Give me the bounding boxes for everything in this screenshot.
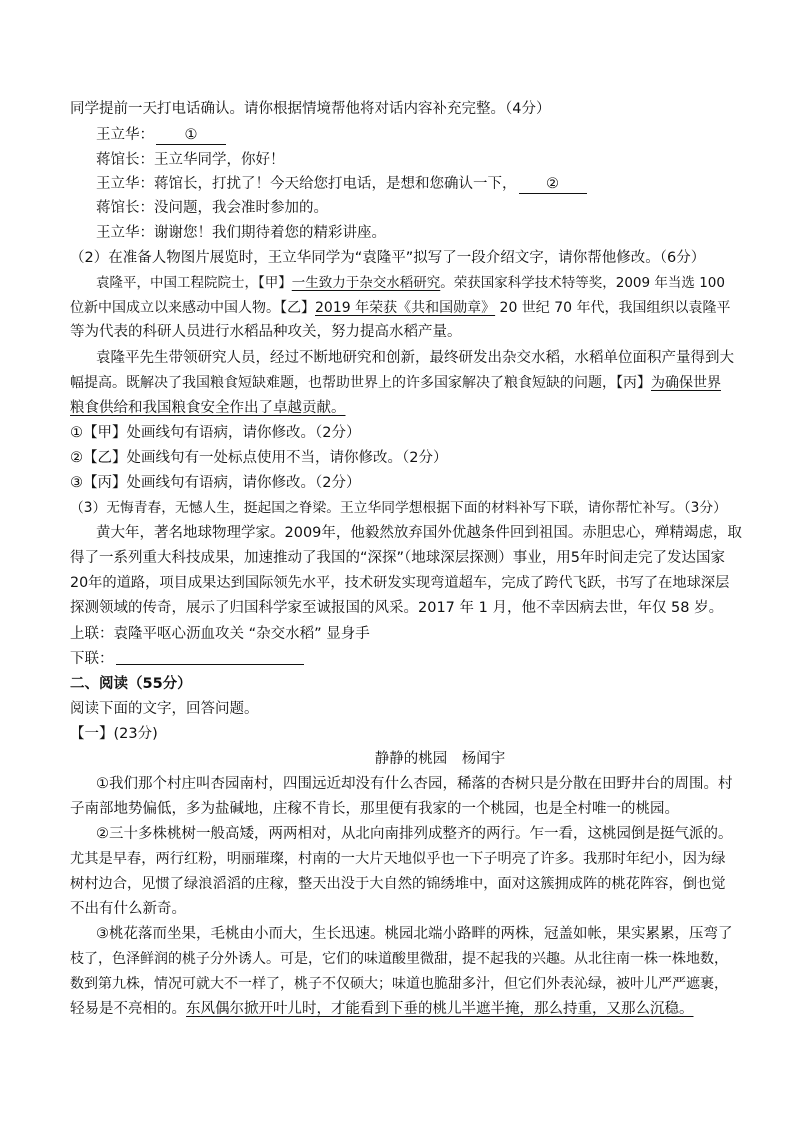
- q2-para1-line2: 位新中国成立以来感动中国人物。【乙】2019 年荣获《共和国勋章》 20 世纪 70 年代，我国组织以袁隆平: [70, 300, 731, 316]
- reading-instruction: 阅读下面的文字，回答问题。: [70, 701, 259, 717]
- q2-para2-line1: 袁隆平先生带领研究人员，经过不断地研究和创新，最终研发出杂交水稻，水稻单位面积产量得到大: [96, 350, 734, 366]
- q1-intro: 同学提前一天打电话确认。请你根据情境帮他将对话内容补充完整。（4分）: [70, 101, 551, 117]
- q2-para2-line3: [70, 396, 730, 420]
- underlined-article-sentence: 东风偶尔掀开叶儿时，才能看到下垂的桃儿半遮半掩，那么持重，又那么沉稳。: [186, 1001, 694, 1017]
- reading-part-label: 【一】(23分): [70, 726, 158, 742]
- article-p3-line2: 枝了，色泽鲜润的桃子分外诱人。可是，它们的味道酸里微甜，提不起我的兴趣。从北往南一株一株地数，: [70, 951, 728, 967]
- article-p2-line2: 尤其是早春，两行红粉，明丽璀璨，村南的一大片天地似乎也一下子明亮了许多。我那时年纪小，因为绿: [70, 851, 726, 867]
- underlined-sentence-bing-1: 为确保世界: [651, 375, 721, 391]
- q2-intro: （2）在准备人物图片展览时，王立华同学为“袁隆平”拟写了一段介绍文字，请你帮他修改。（6分）: [70, 250, 706, 266]
- q2-para2-line2: 幅提高。既解决了我国粮食短缺难题，也帮助世界上的许多国家解决了粮食短缺的问题，【丙】为确保世界: [70, 375, 721, 391]
- underlined-sentence-yi: 2019 年荣获《共和国勋章》: [315, 300, 496, 316]
- q3-material-line3: 20年的道路，项目成果达到国际领先水平，技术研发实现弯道超车，完成了跨代飞跃，书写了在地球深层: [70, 575, 730, 591]
- q3-intro: （3）无悔青春，无憾人生，挺起国之脊梁。王立华同学想根据下面的材料补写下联，请你帮忙补写。（3分）: [70, 500, 727, 516]
- q3-material-line4: 探测领域的传奇，展示了归国科学家至诚报国的风采。2017 年 1 月，他不幸因病去世，年仅 58 岁。: [70, 600, 724, 616]
- dialogue-line-3: 王立华：蒋馆长，打扰了！今天给您打电话，是想和您确认一下， ②: [96, 172, 756, 196]
- underlined-sentence-bing-2: 粮食供给和我国粮食安全作出了卓越贡献。: [70, 400, 346, 416]
- q2-sub3: ③【丙】处画线句有语病，请你修改。（2分）: [70, 475, 361, 491]
- article-p1-line1: ①我们那个村庄叫杏园南村，四围远近却没有什么杏园，稀落的杏树只是分散在田野井台的周围。村: [96, 776, 733, 792]
- q2-sub1: ①【甲】处画线句有语病，请你修改。（2分）: [70, 425, 361, 441]
- dialogue-line-2: 蒋馆长：王立华同学，你好！: [96, 152, 285, 168]
- article-p3-line4: 轻易是不亮相的。东风偶尔掀开叶儿时，才能看到下垂的桃儿半遮半掩，那么持重，又那么沉稳。: [70, 1001, 694, 1017]
- q2-para1-line1: 袁隆平，中国工程院院士，【甲】一生致力于杂交水稻研究。荣获国家科学技术特等奖，2009 年当选 100: [96, 275, 725, 291]
- article-p1-line2: 子南部地势偏低，多为盐碱地，庄稼不肯长，那里便有我家的一个桃园，也是全村唯一的桃园。: [70, 801, 679, 817]
- q2-para1-line3: 等为代表的科研人员进行水稻品种攻关，努力提高水稻产量。: [70, 324, 462, 340]
- underlined-sentence-jia: 一生致力于杂交水稻研究: [291, 275, 441, 291]
- dialogue-line-4: 蒋馆长：没问题，我会准时参加的。: [96, 200, 328, 216]
- dialogue-line-5: 王立华：谢谢您！我们期待着您的精彩讲座。: [96, 225, 386, 241]
- article-title: 静静的桃园 杨闻宇: [374, 751, 506, 767]
- answer-blank-2[interactable]: ②: [519, 175, 587, 194]
- section-heading: 二、阅读（55分）: [70, 676, 192, 692]
- dialogue-line-1: 王立华： ①: [96, 123, 756, 147]
- article-p3-line1: ③桃花落而坐果，毛桃由小而大，生长迅速。桃园北端小路畔的两株，冠盖如帐，果实累累，压弯了: [96, 926, 733, 942]
- article-p2-line4: 不出有什么新奇。: [70, 901, 186, 917]
- lower-couplet-blank[interactable]: [116, 648, 304, 665]
- q2-sub2: ②【乙】处画线句有一处标点使用不当，请你修改。（2分）: [70, 450, 448, 466]
- article-p2-line3: 树村边合，见惯了绿浪滔滔的庄稼，整天出没于大自然的锦绣堆中，面对这簇拥成阵的桃花阵容，倒也觉: [70, 876, 726, 892]
- q3-material-line1: 黄大年，著名地球物理学家。2009年，他毅然放弃国外优越条件回到祖国。赤胆忠心，殚精竭虑，取: [96, 525, 742, 541]
- answer-blank-1[interactable]: ①: [156, 126, 226, 145]
- upper-couplet: 上联：袁隆平呕心沥血攻关 “杂交水稻” 显身手: [70, 626, 370, 642]
- article-p2-line1: ②三十多株桃树一般高矮，两两相对，从北向南排列成整齐的两行。乍一看，这桃园倒是挺气派的。: [96, 826, 733, 842]
- article-p3-line3: 数到第九株，情况可就大不一样了，桃子不仅硕大；味道也脆甜多汁，但它们外表沁绿，被叶儿严严遮裹，: [70, 976, 728, 992]
- q3-material-line2: 得了一系列重大科技成果，加速推动了我国的“深探”（地球深层探测）事业，用5年时间走完了发达国家: [70, 550, 725, 566]
- lower-couplet: 下联：: [70, 647, 730, 671]
